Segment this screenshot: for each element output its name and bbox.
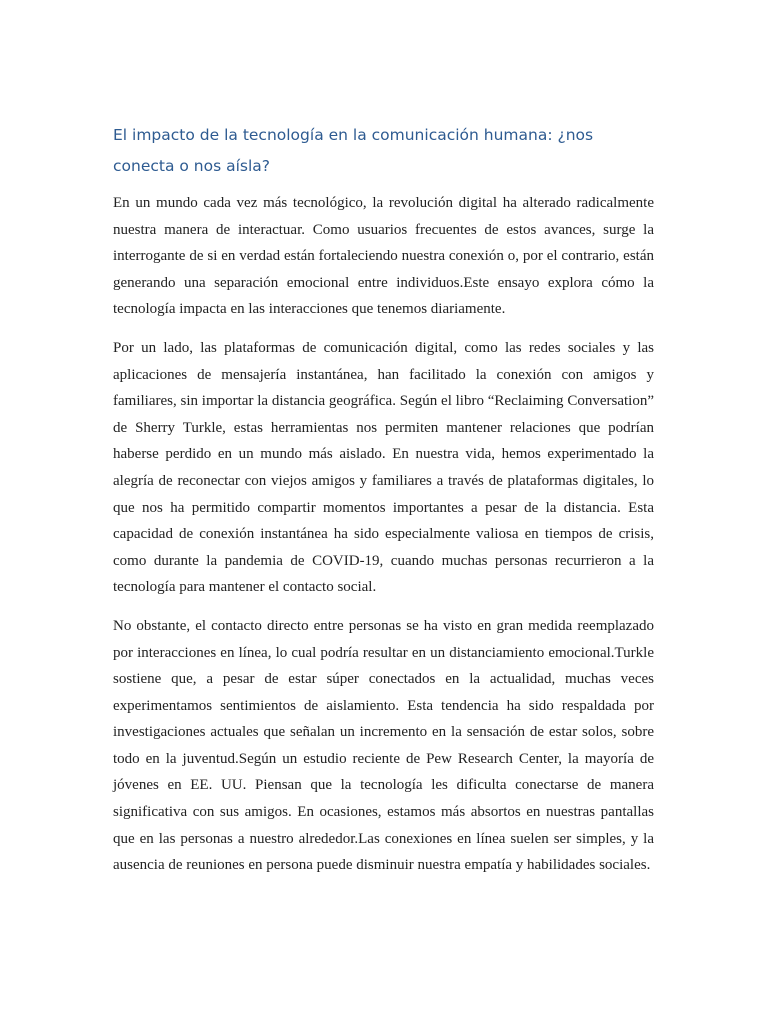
- paragraph-isolation: No obstante, el contacto directo entre personas se ha visto en gran medida reemplazado por interacciones en línea, lo cual podría resultar en un distanciamiento emocional.Turkle sostiene que, a pesar de estar súper conectados en la actualidad, muchas veces experimentamos sentimientos de aislamiento. Esta tendencia ha sido respaldada por investigaciones actuales que señalan un incremento en la sensación de estar solos, sobre todo en la juventud.Según un estudio reciente de Pew Research Center, la mayoría de jóvenes en EE. UU. Piensan que la tecnología les dificulta conectarse de manera significativa con sus amigos. En ocasiones, estamos más absortos en nuestras pantallas que en las personas a nuestro alrededor.Las conexiones en línea suelen ser simples, y la ausencia de reuniones en persona puede disminuir nuestra empatía y habilidades sociales.: [113, 617, 654, 874]
- paragraph-introduction: En un mundo cada vez más tecnológico, la revolución digital ha alterado radicalmente nuestra manera de interactuar. Como usuarios frecuentes de estos avances, surge la interrogante de si en verdad están fortaleciendo nuestra conexión o, por el contrario, están generando una separación emocional entre individuos.Este ensayo explora cómo la tecnología impacta en las interacciones que tenemos diariamente.: [113, 195, 654, 318]
- paragraph-connection: Por un lado, las plataformas de comunicación digital, como las redes sociales y las aplicaciones de mensajería instantánea, han facilitado la conexión con amigos y familiares, sin importar la distancia geográfica. Según el libro “Reclaiming Conversation” de Sherry Turkle, estas herramientas nos permiten mantener relaciones que podrían haberse perdido en un mundo más aislado. En nuestra vida, hemos experimentado la alegría de reconectar con viejos amigos y familiares a través de plataformas digitales, lo que nos ha permitido compartir momentos importantes a pesar de la distancia. Esta capacidad de conexión instantánea ha sido especialmente valiosa en tiempos de crisis, como durante la pandemia de COVID-19, cuando muchas personas recurrieron a la tecnología para mantener el contacto social.: [113, 339, 654, 596]
- document-body: [113, 120, 654, 891]
- document-title: El impacto de la tecnología en la comunicación humana: ¿nos conecta o nos aísla?: [113, 126, 594, 175]
